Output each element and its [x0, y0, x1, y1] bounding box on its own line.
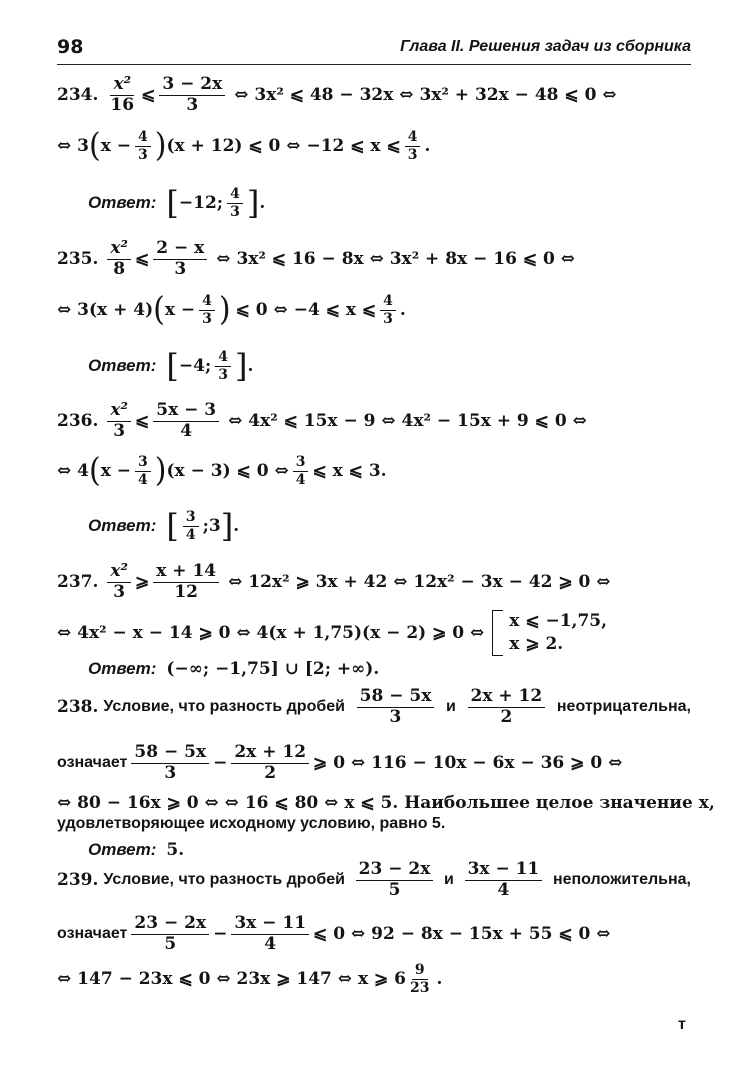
equation-part: .: [436, 969, 443, 990]
equation-part: ⇔ 4: [57, 461, 89, 482]
equation-part: (x − 3) ⩽ 0 ⇔: [166, 461, 289, 482]
fraction: $\frac{23 - 2x}{5}$: [131, 915, 209, 954]
equation-part: x −: [100, 136, 132, 157]
fraction: $\frac{4}{3}$: [380, 294, 396, 326]
fraction: $\frac{4}{3}$: [227, 187, 243, 219]
relation-sign: ⩽: [135, 249, 150, 270]
problem-238-line-2: [57, 744, 622, 783]
answer-label: Ответ:: [88, 193, 157, 213]
system-row: x ⩽ −1,75,: [509, 611, 608, 632]
text: удовлетворяющее исходному условию, равно 5.: [57, 815, 446, 832]
answer-value: 5.: [166, 840, 185, 860]
equation-part: −: [213, 753, 228, 774]
problem-234-line-1: [57, 76, 617, 115]
fraction: $\frac{3}{4}$: [183, 510, 199, 542]
problem-number: 237.: [57, 572, 99, 593]
problem-237-answer: [88, 659, 379, 679]
equation-part: x −: [100, 461, 132, 482]
answer-label: Ответ:: [88, 516, 157, 536]
fraction: $\frac{4}{3}$: [135, 130, 151, 162]
problem-235-line-2: ⇔ 3(x + 4) ( x − $\frac{4}{3}$ ) ⩽ 0 ⇔ −4 ⩽ x ⩽ $\frac{4}{3}$ .: [57, 290, 406, 329]
text: означает: [57, 925, 128, 943]
fraction: $\frac{23 - 2x}{5}$: [356, 861, 434, 900]
problem-237-line-2: [57, 610, 607, 656]
equation-chain: ⇔ 3x² ⩽ 48 − 32x ⇔ 3x² + 32x − 48 ⩽ 0 ⇔: [234, 85, 617, 106]
fraction: $\frac{3x - 11}{4}$: [231, 915, 309, 954]
text: Условие, что разность дробей: [103, 871, 345, 889]
equation-part: .: [424, 136, 431, 157]
text: Условие, что разность дробей: [103, 698, 345, 716]
text: означает: [57, 754, 128, 772]
problem-237-line-1: [57, 563, 610, 602]
equation-chain: ⩽ 0 ⇔ 92 − 8x − 15x + 55 ⩽ 0 ⇔: [313, 924, 611, 945]
fraction: $\frac{2 - x}{3}$: [153, 240, 207, 279]
text: и: [444, 871, 454, 889]
equation-chain: ⇔ 147 − 23x ⩽ 0 ⇔ 23x ⩾ 147 ⇔ x ⩾ 6: [57, 969, 406, 990]
problem-number: 238.: [57, 697, 99, 718]
equation-chain: ⇔ 4x² − x − 14 ⩾ 0 ⇔ 4(x + 1,75)(x − 2) ⩾ 0 ⇔: [57, 623, 485, 643]
problem-238-line-3: [57, 793, 715, 813]
text: и: [446, 698, 456, 716]
equation-chain: ⩾ 0 ⇔ 116 − 10x − 6x − 36 ⩾ 0 ⇔: [313, 753, 623, 774]
problem-238-line-1: [57, 688, 691, 727]
text: неположительна,: [552, 871, 691, 889]
answer-value: ;3: [202, 516, 221, 537]
equation-part: (x + 12) ⩽ 0 ⇔ −12 ⩽ x ⩽: [166, 136, 401, 157]
answer-label: Ответ:: [88, 659, 157, 678]
equation-part: .: [399, 300, 406, 321]
solution-system: [492, 610, 607, 656]
equation-part: −: [213, 924, 228, 945]
fraction: $\frac{\text{x²}}{3}$: [107, 563, 131, 602]
problem-number: 239.: [57, 870, 99, 891]
answer-label: Ответ:: [88, 840, 157, 859]
fraction: $\frac{4}{3}$: [215, 350, 231, 382]
fraction: $\frac{x + 14}{12}$: [153, 563, 219, 602]
equation-part: ⩽ 0 ⇔ −4 ⩽ x ⩽: [235, 300, 377, 321]
page-number: 98: [57, 36, 84, 58]
problem-235-line-1: [57, 240, 575, 279]
chapter-title: Глава II. Решения задач из сборника: [400, 38, 691, 55]
equation-part: ⩽ x ⩽ 3.: [312, 461, 387, 482]
fraction: $\frac{4}{3}$: [199, 294, 215, 326]
relation-sign: ⩾: [135, 572, 150, 593]
answer-value: .: [233, 516, 240, 537]
fraction: $\frac{58 - 5x}{3}$: [357, 688, 435, 727]
fraction: $\frac{3}{4}$: [135, 455, 151, 487]
problem-238-answer: [88, 840, 184, 860]
answer-value: (−∞; −1,75] ∪ [2; +∞).: [166, 659, 380, 679]
footer-mark: т: [678, 1016, 686, 1033]
problem-238-line-4: [57, 815, 445, 833]
answer-label: Ответ:: [88, 356, 157, 376]
fraction: $\frac{\text{x²}}{8}$: [107, 240, 131, 279]
answer-value: .: [247, 356, 254, 377]
equation-chain: ⇔ 80 − 16x ⩾ 0 ⇔ ⇔ 16 ⩽ 80 ⇔ x ⩽ 5. Наибольшее целое значение x,: [57, 793, 715, 813]
relation-sign: ⩽: [141, 85, 156, 106]
fraction: $\frac{58 - 5x}{3}$: [131, 744, 209, 783]
problem-236-line-2: ⇔ 4 ( x − $\frac{3}{4}$ ) (x − 3) ⩽ 0 ⇔ $\frac{3}{4}$ ⩽ x ⩽ 3.: [57, 451, 387, 490]
problem-236-line-1: [57, 402, 587, 441]
fraction: $\frac{2x + 12}{2}$: [468, 688, 546, 727]
fraction: $\frac{\text{x²}}{3}$: [107, 402, 131, 441]
system-row: x ⩾ 2.: [509, 634, 564, 654]
answer-value: .: [259, 193, 266, 214]
answer-value: −12;: [178, 193, 224, 214]
problem-239-line-1: [57, 861, 691, 900]
problem-236-answer: Ответ: [ $\frac{3}{4}$ ;3 ] .: [88, 507, 240, 546]
problem-234-line-2: ⇔ 3 ( x − $\frac{4}{3}$ ) (x + 12) ⩽ 0 ⇔ −12 ⩽ x ⩽ $\frac{4}{3}$ .: [57, 126, 431, 165]
text: неотрицательна,: [556, 698, 691, 716]
equation-part: ⇔ 3(x + 4): [57, 300, 154, 321]
equation-part: x −: [164, 300, 196, 321]
relation-sign: ⩽: [135, 411, 150, 432]
problem-number: 234.: [57, 85, 99, 106]
fraction: $\frac{3x - 11}{4}$: [465, 861, 543, 900]
problem-239-line-2: [57, 915, 611, 954]
equation-chain: ⇔ 3x² ⩽ 16 − 8x ⇔ 3x² + 8x − 16 ⩽ 0 ⇔: [216, 249, 575, 270]
fraction: $\frac{3}{4}$: [293, 455, 309, 487]
fraction: $\frac{3 - 2x}{3}$: [159, 76, 225, 115]
equation-chain: ⇔ 12x² ⩾ 3x + 42 ⇔ 12x² − 3x − 42 ⩾ 0 ⇔: [228, 572, 611, 593]
fraction: $\frac{5x - 3}{4}$: [153, 402, 219, 441]
problem-234-answer: Ответ: [ −12; $\frac{4}{3}$ ] .: [88, 184, 266, 223]
fraction: $\frac{\text{x²}}{16}$: [110, 74, 135, 115]
equation-part: ⇔ 3: [57, 136, 89, 157]
problem-number: 236.: [57, 411, 99, 432]
page-header: [57, 30, 691, 65]
answer-value: −4;: [178, 356, 212, 377]
equation-chain: ⇔ 4x² ⩽ 15x − 9 ⇔ 4x² − 15x + 9 ⩽ 0 ⇔: [228, 411, 587, 432]
problem-235-answer: Ответ: [ −4; $\frac{4}{3}$ ] .: [88, 347, 254, 386]
fraction: $\frac{9}{23}$: [410, 962, 430, 996]
problem-number: 235.: [57, 249, 99, 270]
fraction: $\frac{4}{3}$: [405, 130, 421, 162]
problem-239-line-3: [57, 963, 442, 995]
fraction: $\frac{2x + 12}{2}$: [231, 744, 309, 783]
